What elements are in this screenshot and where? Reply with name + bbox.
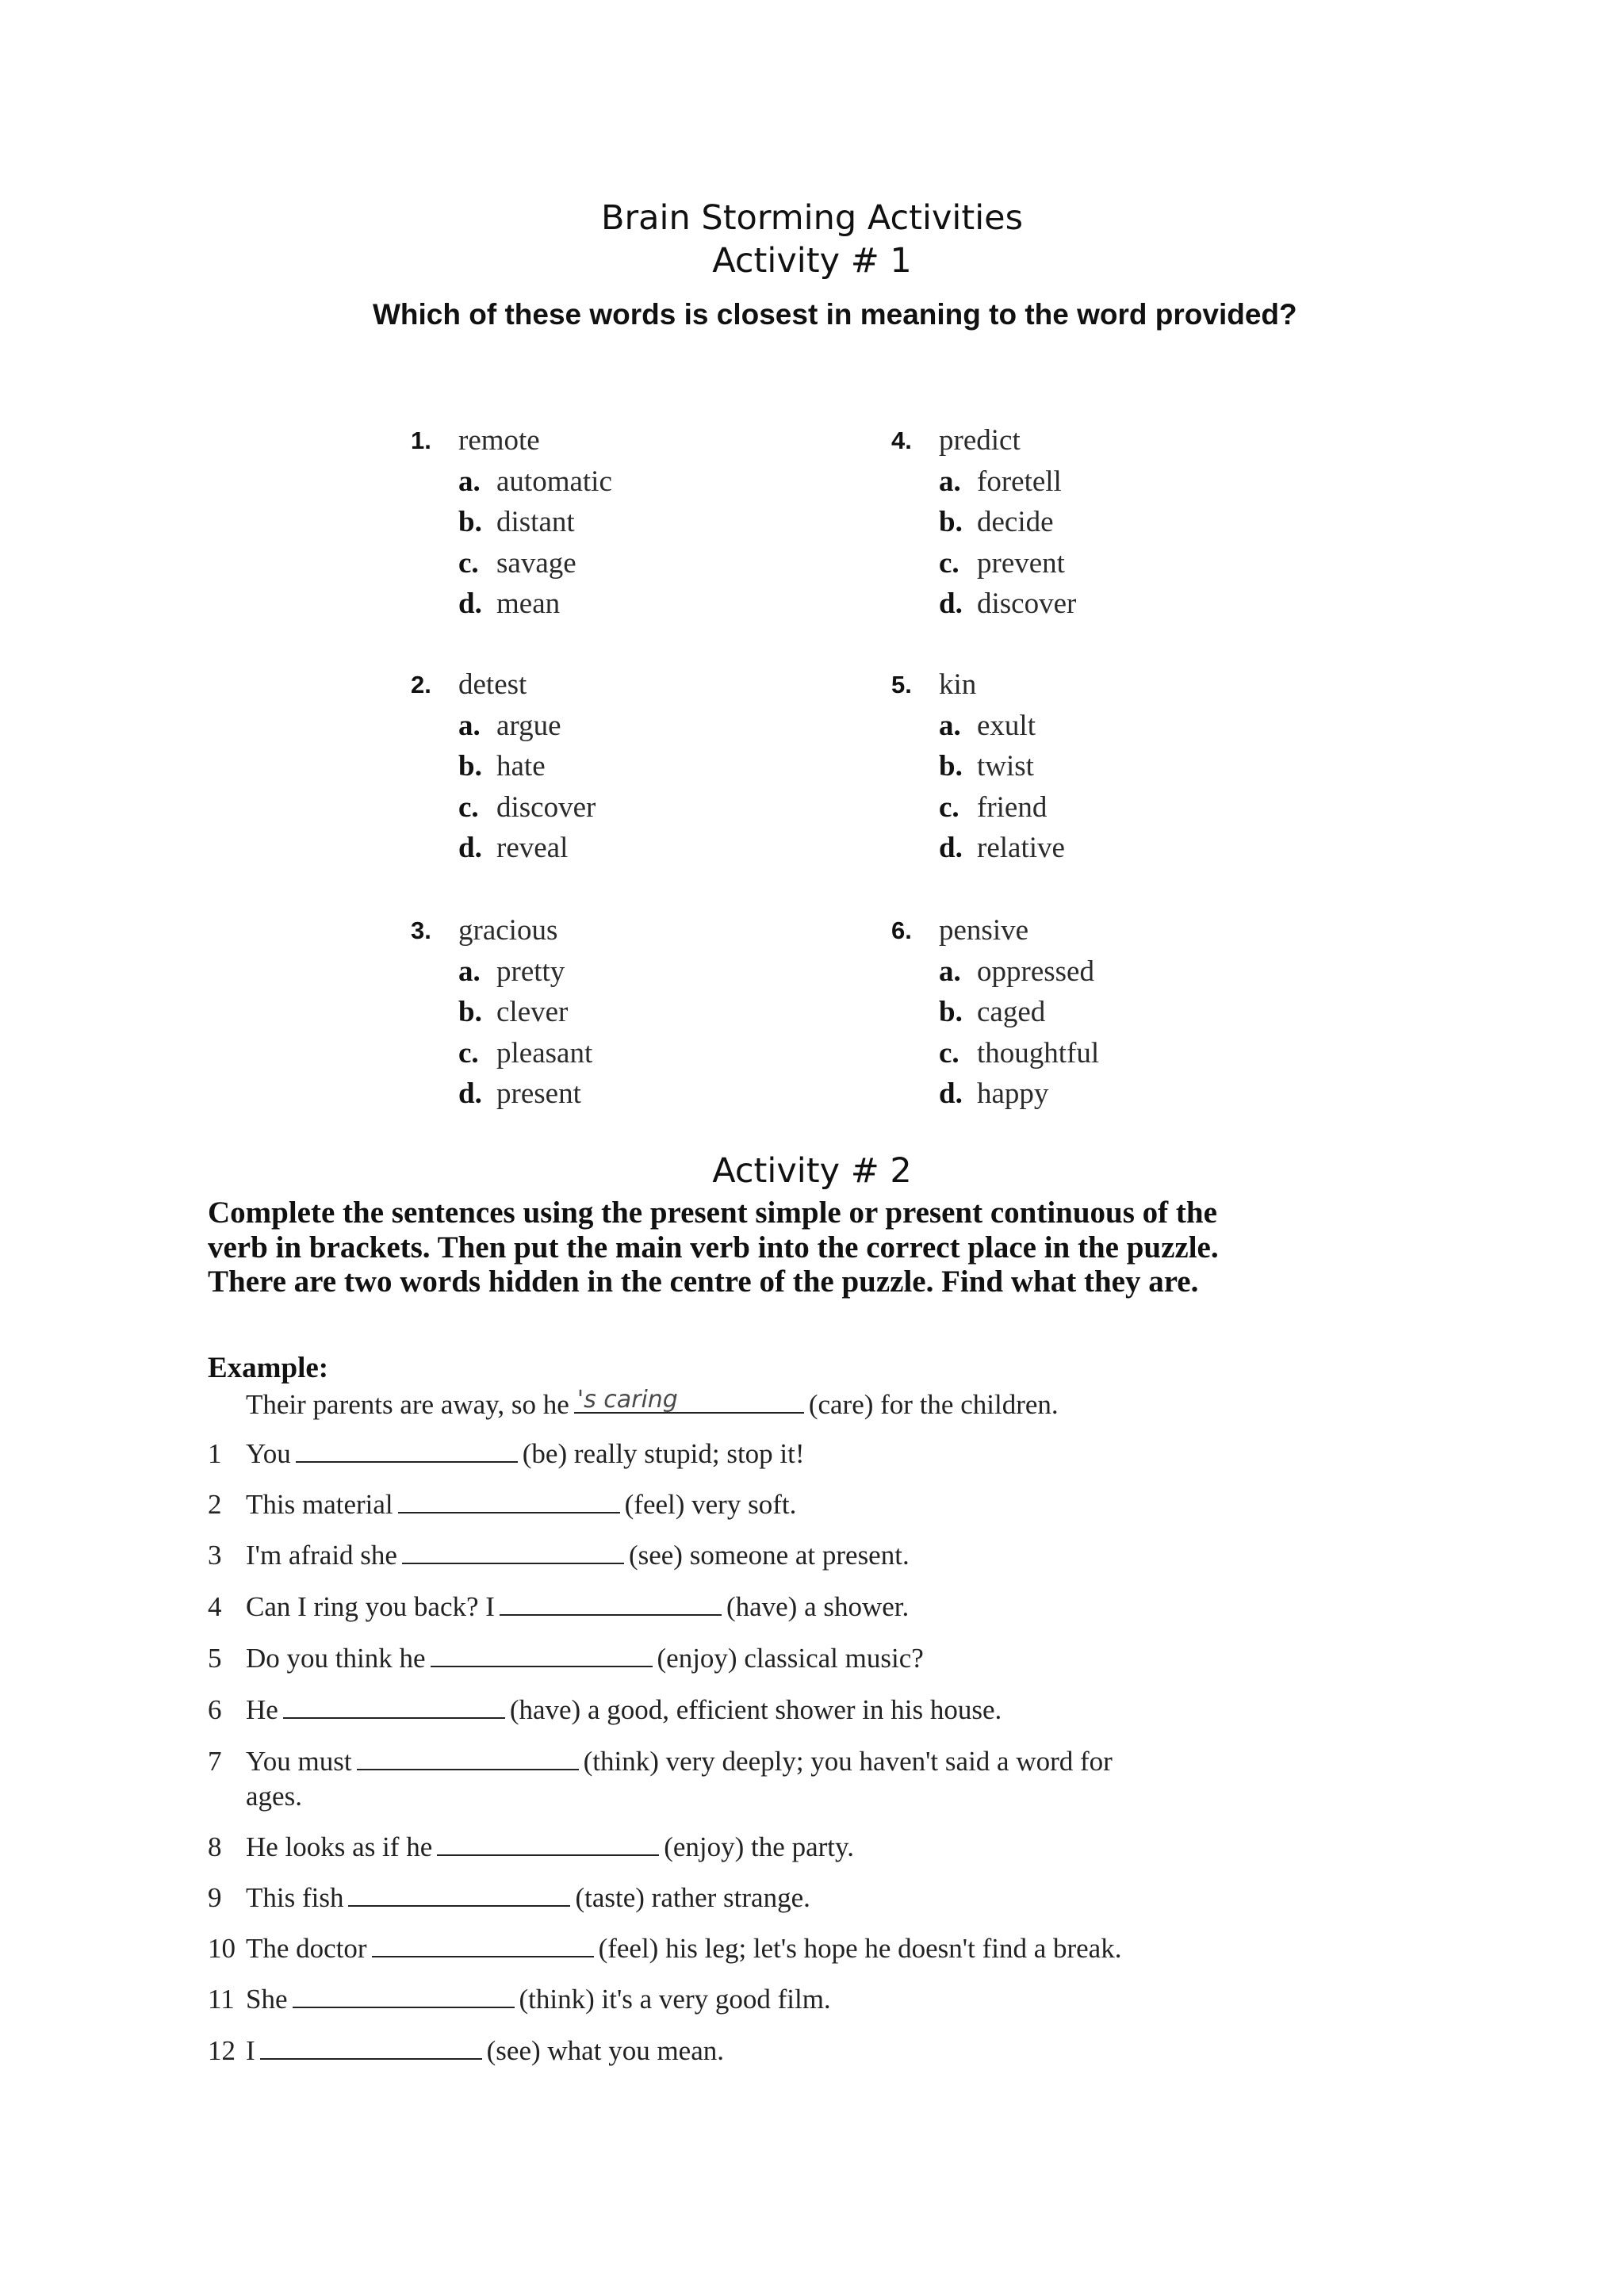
item-word: predict bbox=[939, 424, 1021, 457]
sentence-number: 2 bbox=[208, 1489, 222, 1520]
sentence-before-text: You bbox=[246, 1438, 291, 1469]
option-text: mean bbox=[496, 587, 561, 620]
sentence-after-text: (be) really stupid; stop it! bbox=[522, 1438, 805, 1469]
option-text: friend bbox=[977, 790, 1048, 824]
sentence-after-text: (see) someone at present. bbox=[628, 1540, 910, 1571]
option-text: happy bbox=[977, 1077, 1049, 1110]
option-text: distant bbox=[496, 506, 575, 538]
example-after-text: (care) for the children. bbox=[808, 1389, 1059, 1420]
answer-blank[interactable] bbox=[357, 1745, 579, 1770]
sentence-continuation-text: ages. bbox=[246, 1781, 302, 1812]
sentence-after-text: (taste) rather strange. bbox=[575, 1882, 810, 1913]
option-letter: a. bbox=[939, 465, 961, 498]
sentence-after-text: (think) it's a very good film. bbox=[519, 1984, 831, 2015]
option-letter: a. bbox=[458, 709, 481, 742]
sentence-before-text: This material bbox=[246, 1489, 393, 1520]
option-text: discover bbox=[496, 790, 596, 824]
sentence-number: 6 bbox=[208, 1694, 222, 1725]
option-text: reveal bbox=[496, 832, 569, 864]
option-text: exult bbox=[977, 709, 1036, 742]
option-text: caged bbox=[977, 996, 1046, 1028]
example-filled-answer: 's caring bbox=[576, 1386, 678, 1414]
option-letter: b. bbox=[939, 750, 963, 783]
sentence-before-text: This fish bbox=[246, 1882, 344, 1913]
sentence-after-text: (feel) his leg; let's hope he doesn't find a break. bbox=[598, 1933, 1122, 1964]
option-letter: c. bbox=[458, 790, 479, 824]
option-letter: a. bbox=[939, 955, 961, 988]
option-letter: a. bbox=[458, 465, 481, 498]
vocab-item-3 bbox=[411, 910, 823, 1115]
answer-blank[interactable] bbox=[283, 1693, 505, 1719]
option-letter: d. bbox=[458, 832, 482, 864]
option-text: decide bbox=[977, 506, 1054, 538]
activity-2-instructions: Complete the sentences using the present simple or present continuous of the verb in brackets. Then put the main verb into the correct place in the puzzle. There are two words hidden in the centre of the puzzle. Find what they are. bbox=[208, 1196, 1219, 1299]
vocab-item-4 bbox=[891, 420, 1304, 625]
option-text: oppressed bbox=[977, 955, 1094, 988]
example-label: Example: bbox=[208, 1352, 329, 1384]
option-letter: b. bbox=[458, 506, 482, 538]
activity-1-question: Which of these words is closest in meaning to the word provided? bbox=[373, 298, 1297, 331]
sentence-before-text: He bbox=[246, 1694, 278, 1725]
option-letter: c. bbox=[939, 546, 959, 580]
item-number: 1. bbox=[411, 427, 431, 454]
sentence-number: 7 bbox=[208, 1746, 222, 1777]
item-number: 3. bbox=[411, 916, 431, 944]
sentence-after-text: (have) a good, efficient shower in his house. bbox=[509, 1694, 1002, 1725]
sentence-number: 10 bbox=[208, 1933, 236, 1964]
sentence-number: 4 bbox=[208, 1591, 222, 1622]
vocab-item-5 bbox=[891, 664, 1304, 869]
sentence-after-text: (have) a shower. bbox=[726, 1591, 910, 1622]
sentence-before-text: Do you think he bbox=[246, 1643, 426, 1674]
sentence-number: 8 bbox=[208, 1831, 222, 1862]
sentence-before-text: Can I ring you back? I bbox=[246, 1591, 495, 1622]
sentence-after-text: (enjoy) classical music? bbox=[657, 1643, 924, 1674]
sentence-number: 9 bbox=[208, 1882, 222, 1913]
option-text: savage bbox=[496, 546, 576, 580]
option-text: automatic bbox=[496, 465, 612, 498]
vocab-item-2 bbox=[411, 664, 823, 869]
item-number: 2. bbox=[411, 671, 431, 698]
sentence-number: 1 bbox=[208, 1438, 222, 1469]
example-before-text: Their parents are away, so he bbox=[246, 1389, 569, 1420]
item-word: kin bbox=[939, 668, 977, 701]
option-text: relative bbox=[977, 832, 1065, 864]
option-text: hate bbox=[496, 750, 546, 783]
option-letter: d. bbox=[939, 832, 963, 864]
item-word: detest bbox=[458, 668, 527, 701]
activity-1-heading: Activity # 1 bbox=[712, 241, 912, 281]
example-answer-blank bbox=[574, 1388, 804, 1414]
sentence-after-text: (think) very deeply; you haven't said a word for bbox=[583, 1746, 1113, 1777]
sentence-before-text: She bbox=[246, 1984, 288, 2015]
option-letter: b. bbox=[458, 996, 482, 1028]
sentence-number: 12 bbox=[208, 2035, 236, 2066]
option-text: thoughtful bbox=[977, 1036, 1100, 1070]
sentence-before-text: He looks as if he bbox=[246, 1831, 433, 1862]
option-text: present bbox=[496, 1077, 581, 1110]
option-letter: b. bbox=[939, 996, 963, 1028]
answer-blank[interactable] bbox=[437, 1831, 659, 1856]
option-text: argue bbox=[496, 709, 561, 742]
item-number: 6. bbox=[891, 916, 912, 944]
option-letter: c. bbox=[458, 1036, 479, 1070]
option-text: pretty bbox=[496, 955, 565, 988]
item-word: pensive bbox=[939, 914, 1029, 947]
item-number: 5. bbox=[891, 671, 912, 698]
activity-2-heading: Activity # 2 bbox=[712, 1151, 912, 1191]
sentence-number: 5 bbox=[208, 1643, 222, 1674]
option-letter: d. bbox=[458, 587, 482, 620]
sentence-before-text: I'm afraid she bbox=[246, 1540, 397, 1571]
option-text: discover bbox=[977, 587, 1077, 620]
sentence-number: 3 bbox=[208, 1540, 222, 1571]
option-letter: c. bbox=[939, 1036, 959, 1070]
answer-blank[interactable] bbox=[402, 1539, 624, 1564]
option-letter: d. bbox=[939, 1077, 963, 1110]
option-letter: c. bbox=[458, 546, 479, 580]
answer-blank[interactable] bbox=[260, 2034, 482, 2060]
sentence-after-text: (feel) very soft. bbox=[624, 1489, 797, 1520]
sentence-after-text: (see) what you mean. bbox=[486, 2035, 724, 2066]
item-word: remote bbox=[458, 424, 540, 457]
answer-blank[interactable] bbox=[293, 1983, 515, 2008]
option-letter: b. bbox=[939, 506, 963, 538]
sentence-before-text: I bbox=[246, 2035, 255, 2066]
answer-blank[interactable] bbox=[296, 1437, 518, 1463]
sentence-before-text: You must bbox=[246, 1746, 352, 1777]
sentence-number: 11 bbox=[208, 1984, 235, 2015]
vocab-item-1 bbox=[411, 420, 823, 625]
option-letter: b. bbox=[458, 750, 482, 783]
answer-blank[interactable] bbox=[372, 1932, 594, 1957]
option-letter: a. bbox=[939, 709, 961, 742]
option-letter: d. bbox=[939, 587, 963, 620]
answer-blank[interactable] bbox=[348, 1881, 570, 1907]
answer-blank[interactable] bbox=[398, 1488, 620, 1513]
worksheet-title: Brain Storming Activities bbox=[601, 198, 1023, 238]
option-text: prevent bbox=[977, 546, 1065, 580]
option-text: twist bbox=[977, 750, 1034, 783]
answer-blank[interactable] bbox=[431, 1642, 653, 1667]
sentence-after-text: (enjoy) the party. bbox=[664, 1831, 854, 1862]
option-text: clever bbox=[496, 996, 569, 1028]
item-number: 4. bbox=[891, 427, 912, 454]
option-letter: c. bbox=[939, 790, 959, 824]
option-letter: a. bbox=[458, 955, 481, 988]
option-text: pleasant bbox=[496, 1036, 593, 1070]
option-text: foretell bbox=[977, 465, 1062, 498]
item-word: gracious bbox=[458, 914, 558, 947]
answer-blank[interactable] bbox=[500, 1590, 722, 1616]
option-letter: d. bbox=[458, 1077, 482, 1110]
vocab-item-6 bbox=[891, 910, 1304, 1115]
sentence-before-text: The doctor bbox=[246, 1933, 367, 1964]
